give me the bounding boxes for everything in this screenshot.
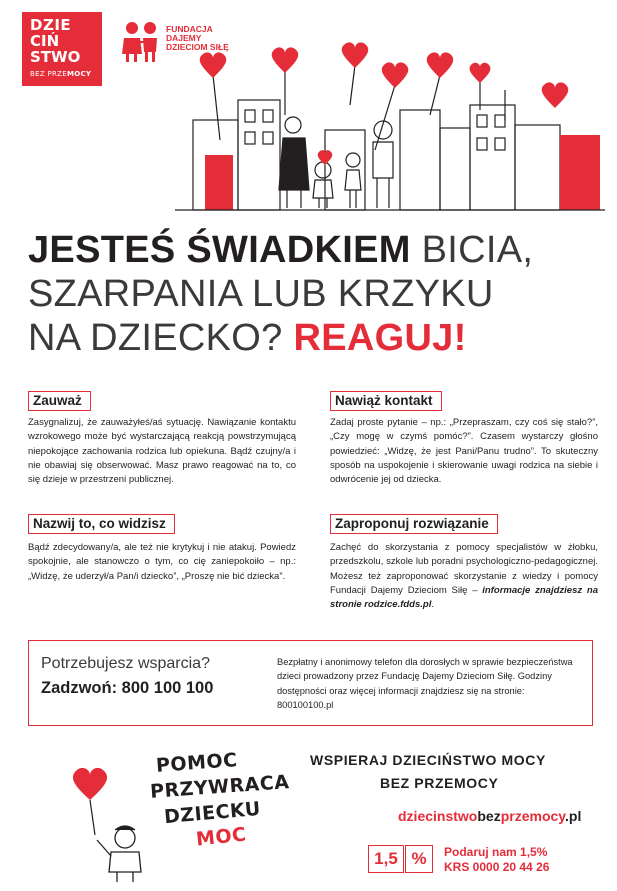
headline-line-2: SZARPANIA LUB KRZYKU (28, 273, 494, 315)
boy-with-balloon-illustration (55, 760, 150, 885)
website-link[interactable]: dziecinstwobezprzemocy.pl (398, 808, 582, 824)
support-question: Potrzebujesz wsparcia? (41, 655, 210, 672)
cta-line-2: BEZ PRZEMOCY (380, 775, 499, 791)
cta-line-1: WSPIERAJ DZIECIŃSTWO MOCY (310, 752, 546, 768)
pomoc-word-1: POMOC (155, 749, 239, 777)
pomoc-word-3: DZIECKU (163, 797, 262, 829)
support-box (28, 640, 593, 726)
section-body-zaproponuj: Zachęć do skorzystania z pomocy specjalistów w żłobku, przedszkolu, szkole lub poradni psychologiczno-pedagogicznej. Możesz też zaproponować skorzystanie z wiedzy i pomocy Fundacji Dajemy Dzieciom Siłę – informacje znajdziesz na stronie rodzice.fdds.pl. (330, 542, 598, 611)
pomoc-przywraca-logo (150, 748, 300, 868)
logo-line-2: CIŃ (30, 32, 60, 50)
foundation-name: FUNDACJA DAJEMY DZIECIOM SIŁĘ (166, 24, 229, 52)
support-info: Bezpłatny i anonimowy telefon dla dorosłych w sprawie bezpieczeństwa dzieci prowadzony przez Fundację Dajemy Dzieciom Siłę. Godziny dostępności oraz więcej informacji znajdziesz się na stronie: 800100100.pl (277, 657, 573, 710)
section-body-nazwij: Bądź zdecydowany/a, ale też nie krytykuj i nie atakuj. Powiedz spokojnie, ale stanowczo o tym, co cię zaniepokoiło – np.: „Widzę, że uderzył/a Pan/i dziecko”, „Proszę nie bić dziecka”. (28, 542, 296, 582)
section-title-nazwij: Nazwij to, co widzisz (28, 514, 175, 534)
headline-line-3: NA DZIECKO? REAGUJ! (28, 317, 467, 359)
dziecinstwo-logo (22, 12, 102, 86)
percent-badge (368, 845, 436, 873)
support-phone[interactable]: Zadzwoń: 800 100 100 (41, 679, 214, 697)
main-headline (28, 228, 598, 360)
section-body-nawiaz: Zadaj proste pytanie – np.: „Przepraszam, czy coś się stało?”, „Czy mogę w czymś pomóc?”. Czasem wystarczy głośno powiedzieć: „Widzę, że jest Pani/Panu trudno”. To skuteczny sposób na uspokojenie i skierowanie uwagi rodzica na siebie i odwrócenie jej od dziecka. (330, 417, 598, 486)
donate-text: Podaruj nam 1,5% (444, 845, 548, 859)
headline-line-1: JESTEŚ ŚWIADKIEM BICIA, (28, 229, 534, 271)
pomoc-word-2: PRZYWRACA (149, 771, 291, 803)
krs-number: KRS 0000 20 44 26 (444, 860, 550, 874)
percent-value: 1,5 (368, 845, 404, 873)
logo-line-3: STWO (30, 48, 81, 66)
logo-line-1: DZIE (30, 16, 72, 34)
section-title-zauwaz: Zauważ (28, 391, 91, 411)
foundation-kids-icon (118, 18, 164, 64)
section-title-zaproponuj: Zaproponuj rozwiązanie (330, 514, 498, 534)
section-body-zauwaz: Zasygnalizuj, że zauważyłeś/aś sytuację. Nawiązanie kontaktu wzrokowego może być wystarczającą reakcją powstrzymującą niepokojące zachowania rodzica lub opiekuna. Bądź czujny/a i nie obawiaj się obserwować. Masz prawo reagować na to, co się dzieje w przestrzeni publicznej. (28, 417, 296, 486)
city-family-illustration (175, 30, 615, 215)
logo-tagline: BEZ PRZEMOCY (30, 70, 92, 78)
section-title-nawiaz: Nawiąż kontakt (330, 391, 442, 411)
pomoc-word-4: MOC (194, 823, 248, 851)
percent-sign: % (405, 845, 433, 873)
